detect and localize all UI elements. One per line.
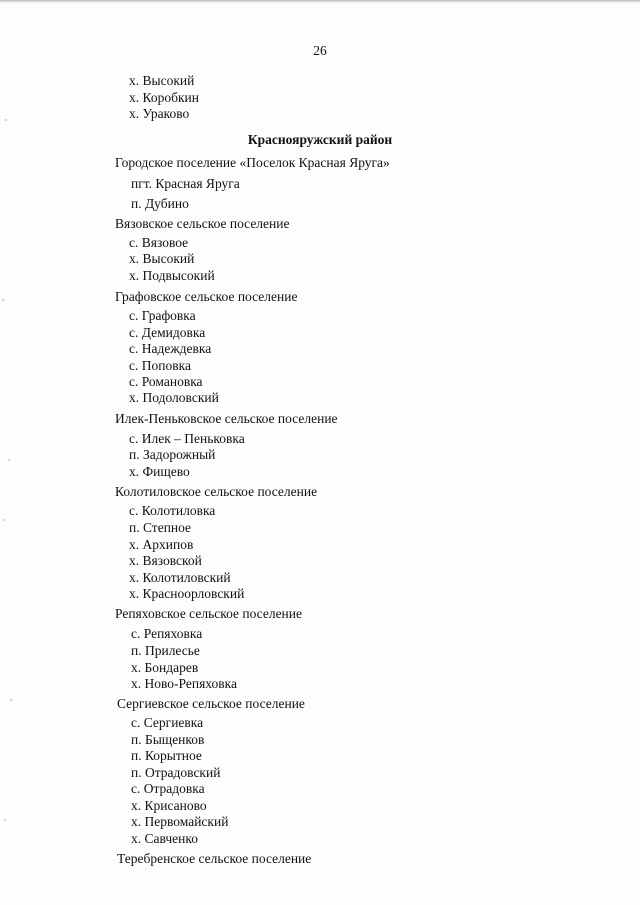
list-item: х. Бондарев bbox=[131, 660, 199, 675]
settlement-group-title: Теребренское сельское поселение bbox=[117, 851, 312, 866]
settlement-group-title: Колотиловское сельское поселение bbox=[115, 484, 318, 499]
list-item: пгт. Красная Яруга bbox=[131, 176, 240, 191]
list-item: с. Демидовка bbox=[129, 325, 206, 340]
list-item: х. Красноорловский bbox=[129, 586, 245, 601]
list-item: х. Вязовской bbox=[129, 553, 202, 568]
list-item: х. Архипов bbox=[129, 537, 194, 552]
list-item: х. Фищево bbox=[129, 464, 190, 479]
list-item: с. Поповка bbox=[129, 358, 191, 373]
list-item: с. Надеждевка bbox=[129, 341, 212, 356]
list-item: п. Степное bbox=[129, 520, 192, 535]
list-item: с. Вязовое bbox=[129, 235, 189, 250]
settlement-group-title: Репяховское сельское поселение bbox=[115, 606, 303, 621]
list-item: х. Колотиловский bbox=[129, 570, 231, 585]
settlement-group-title: Вязовское сельское поселение bbox=[115, 216, 290, 231]
list-item: х. Подоловский bbox=[129, 390, 219, 405]
list-item: х. Первомайский bbox=[131, 814, 229, 829]
list-item: п. Отрадовский bbox=[131, 765, 221, 780]
list-item: с. Графовка bbox=[129, 308, 196, 323]
list-item: п. Дубино bbox=[131, 196, 189, 211]
page-number: 26 bbox=[313, 43, 327, 58]
list-item: с. Репяховка bbox=[131, 626, 203, 641]
list-item: х. Подвысокий bbox=[129, 268, 215, 283]
list-item: п. Задорожный bbox=[129, 447, 216, 462]
list-item: х. Савченко bbox=[131, 831, 198, 846]
list-item: с. Илек – Пеньковка bbox=[129, 431, 245, 446]
district-heading: Краснояружский район bbox=[247, 132, 393, 147]
list-item: с. Колотиловка bbox=[129, 503, 216, 518]
list-item: х. Высокий bbox=[129, 251, 195, 266]
list-item: с. Отрадовка bbox=[131, 781, 205, 796]
list-item: х. Крисаново bbox=[131, 798, 207, 813]
list-item: п. Быщенков bbox=[131, 732, 205, 747]
list-item: с. Сергиевка bbox=[131, 715, 204, 730]
settlement-group-title: Илек-Пеньковское сельское поселение bbox=[115, 411, 338, 426]
settlement-group-title: Городское поселение «Поселок Красная Яруга» bbox=[115, 155, 390, 170]
list-item: с. Романовка bbox=[129, 374, 203, 389]
list-item: х. Ново-Репяховка bbox=[131, 676, 237, 691]
list-item: х. Высокий bbox=[129, 73, 195, 88]
settlement-group-title: Графовское сельское поселение bbox=[115, 289, 298, 304]
settlement-group-title: Сергиевское сельское поселение bbox=[117, 696, 305, 711]
list-item: х. Коробкин bbox=[129, 90, 199, 105]
list-item: п. Прилесье bbox=[131, 643, 200, 658]
list-item: п. Корытное bbox=[131, 748, 202, 763]
list-item: х. Ураково bbox=[129, 106, 190, 121]
